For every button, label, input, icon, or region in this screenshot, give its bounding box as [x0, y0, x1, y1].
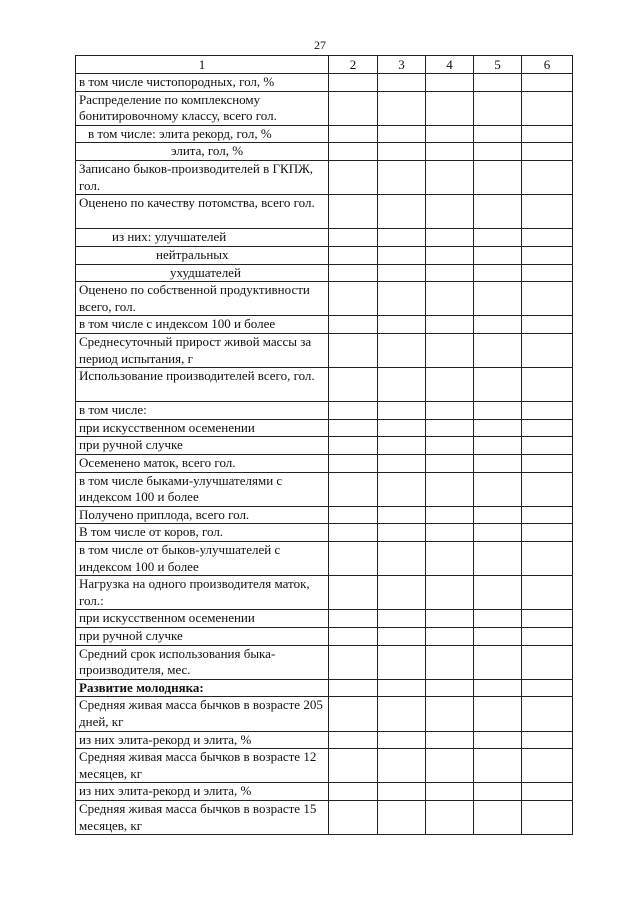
value-cell[interactable]: [426, 472, 474, 506]
row-label: из них элита-рекорд и элита, %: [76, 731, 329, 749]
value-cell[interactable]: [378, 524, 426, 542]
value-cell[interactable]: [474, 74, 522, 92]
value-cell[interactable]: [522, 506, 573, 524]
value-cell[interactable]: [329, 455, 378, 473]
table-row: [76, 455, 573, 473]
value-cell[interactable]: [329, 316, 378, 334]
table-row: [76, 160, 573, 194]
value-cell[interactable]: [522, 800, 573, 834]
table-row: [76, 74, 573, 92]
value-cell[interactable]: [329, 419, 378, 437]
column-header: 3: [378, 56, 426, 74]
value-cell[interactable]: [426, 542, 474, 576]
value-cell[interactable]: [522, 731, 573, 749]
value-cell[interactable]: [378, 749, 426, 783]
row-label: Получено приплода, всего гол.: [76, 506, 329, 524]
value-cell[interactable]: [329, 229, 378, 247]
value-cell[interactable]: [378, 437, 426, 455]
value-cell[interactable]: [474, 472, 522, 506]
value-cell[interactable]: [426, 74, 474, 92]
value-cell[interactable]: [522, 783, 573, 801]
table-row: [76, 610, 573, 628]
value-cell[interactable]: [378, 160, 426, 194]
value-cell[interactable]: [426, 125, 474, 143]
value-cell[interactable]: [426, 368, 474, 402]
row-label: Средняя живая масса бычков в возрасте 15 месяцев, кг: [76, 800, 329, 834]
value-cell[interactable]: [329, 282, 378, 316]
value-cell[interactable]: [426, 731, 474, 749]
row-label: Развитие молодняка:: [76, 679, 329, 697]
value-cell[interactable]: [474, 282, 522, 316]
value-cell[interactable]: [522, 246, 573, 264]
value-cell[interactable]: [522, 610, 573, 628]
value-cell[interactable]: [329, 368, 378, 402]
value-cell[interactable]: [378, 800, 426, 834]
value-cell[interactable]: [522, 74, 573, 92]
value-cell[interactable]: [426, 645, 474, 679]
value-cell[interactable]: [329, 679, 378, 697]
value-cell[interactable]: [378, 368, 426, 402]
table-row: [76, 576, 573, 610]
value-cell[interactable]: [426, 264, 474, 282]
row-label: из них: улучшателей: [76, 229, 329, 247]
value-cell[interactable]: [522, 455, 573, 473]
value-cell[interactable]: [474, 402, 522, 420]
value-cell[interactable]: [474, 455, 522, 473]
row-label: Среднесуточный прирост живой массы за период испытания, г: [76, 333, 329, 367]
row-label: в том числе: элита рекорд, гол, %: [76, 125, 329, 143]
value-cell[interactable]: [522, 195, 573, 229]
value-cell[interactable]: [426, 800, 474, 834]
row-label: в том числе от быков-улучшателей с индексом 100 и более: [76, 542, 329, 576]
value-cell[interactable]: [474, 800, 522, 834]
value-cell[interactable]: [522, 472, 573, 506]
value-cell[interactable]: [329, 542, 378, 576]
value-cell[interactable]: [378, 316, 426, 334]
value-cell[interactable]: [378, 697, 426, 731]
row-label: Средняя живая масса бычков в возрасте 12 месяцев, кг: [76, 749, 329, 783]
value-cell[interactable]: [474, 731, 522, 749]
table-row: [76, 246, 573, 264]
table-row: [76, 472, 573, 506]
value-cell[interactable]: [329, 125, 378, 143]
table-row: [76, 506, 573, 524]
value-cell[interactable]: [426, 402, 474, 420]
value-cell[interactable]: [329, 333, 378, 367]
value-cell[interactable]: [329, 506, 378, 524]
value-cell[interactable]: [329, 246, 378, 264]
value-cell[interactable]: [522, 697, 573, 731]
table-row: [76, 91, 573, 125]
value-cell[interactable]: [522, 143, 573, 161]
row-label: при искусственном осеменении: [76, 419, 329, 437]
value-cell[interactable]: [329, 472, 378, 506]
value-cell[interactable]: [378, 506, 426, 524]
value-cell[interactable]: [378, 472, 426, 506]
value-cell[interactable]: [329, 645, 378, 679]
value-cell[interactable]: [474, 749, 522, 783]
table-row: [76, 697, 573, 731]
value-cell[interactable]: [329, 91, 378, 125]
table-row: [76, 783, 573, 801]
row-label: В том числе от коров, гол.: [76, 524, 329, 542]
table-row: [76, 195, 573, 229]
table-row: [76, 679, 573, 697]
value-cell[interactable]: [474, 229, 522, 247]
value-cell[interactable]: [474, 542, 522, 576]
row-label: при ручной случке: [76, 628, 329, 646]
value-cell[interactable]: [474, 91, 522, 125]
row-label: Оценено по собственной продуктивности всего, гол.: [76, 282, 329, 316]
value-cell[interactable]: [522, 542, 573, 576]
value-cell[interactable]: [329, 783, 378, 801]
value-cell[interactable]: [378, 333, 426, 367]
row-label: Нагрузка на одного производителя маток, гол.:: [76, 576, 329, 610]
value-cell[interactable]: [378, 576, 426, 610]
value-cell[interactable]: [474, 160, 522, 194]
value-cell[interactable]: [522, 645, 573, 679]
row-label: в том числе:: [76, 402, 329, 420]
value-cell[interactable]: [329, 628, 378, 646]
value-cell[interactable]: [426, 679, 474, 697]
value-cell[interactable]: [426, 316, 474, 334]
value-cell[interactable]: [522, 229, 573, 247]
value-cell[interactable]: [522, 679, 573, 697]
row-label: Средний срок использования быка-производителя, мес.: [76, 645, 329, 679]
value-cell[interactable]: [522, 628, 573, 646]
value-cell[interactable]: [522, 91, 573, 125]
column-header: 4: [426, 56, 474, 74]
column-header: 6: [522, 56, 573, 74]
value-cell[interactable]: [522, 368, 573, 402]
table-row: [76, 333, 573, 367]
value-cell[interactable]: [378, 125, 426, 143]
value-cell[interactable]: [329, 697, 378, 731]
table-row: [76, 316, 573, 334]
table-row: [76, 437, 573, 455]
value-cell[interactable]: [378, 455, 426, 473]
table-row: [76, 229, 573, 247]
value-cell[interactable]: [378, 645, 426, 679]
value-cell[interactable]: [522, 333, 573, 367]
value-cell[interactable]: [474, 524, 522, 542]
value-cell[interactable]: [474, 697, 522, 731]
value-cell[interactable]: [378, 628, 426, 646]
value-cell[interactable]: [474, 628, 522, 646]
table-row: [76, 264, 573, 282]
value-cell[interactable]: [378, 282, 426, 316]
value-cell[interactable]: [329, 524, 378, 542]
value-cell[interactable]: [329, 749, 378, 783]
value-cell[interactable]: [378, 229, 426, 247]
row-label: Распределение по комплексному бонитировочному классу, всего гол.: [76, 91, 329, 125]
table-row: [76, 368, 573, 402]
value-cell[interactable]: [474, 246, 522, 264]
value-cell[interactable]: [522, 125, 573, 143]
value-cell[interactable]: [474, 610, 522, 628]
value-cell[interactable]: [329, 195, 378, 229]
value-cell[interactable]: [329, 264, 378, 282]
row-label: нейтральных: [76, 246, 329, 264]
value-cell[interactable]: [522, 419, 573, 437]
row-label: из них элита-рекорд и элита, %: [76, 783, 329, 801]
column-header: 5: [474, 56, 522, 74]
value-cell[interactable]: [329, 800, 378, 834]
value-cell[interactable]: [426, 160, 474, 194]
value-cell[interactable]: [329, 160, 378, 194]
value-cell[interactable]: [474, 125, 522, 143]
header-row: [76, 56, 573, 74]
table-row: [76, 524, 573, 542]
value-cell[interactable]: [522, 282, 573, 316]
value-cell[interactable]: [474, 783, 522, 801]
value-cell[interactable]: [378, 731, 426, 749]
value-cell[interactable]: [426, 749, 474, 783]
value-cell[interactable]: [378, 74, 426, 92]
value-cell[interactable]: [378, 542, 426, 576]
value-cell[interactable]: [378, 91, 426, 125]
value-cell[interactable]: [329, 437, 378, 455]
value-cell[interactable]: [522, 749, 573, 783]
row-label: в том числе чистопородных, гол, %: [76, 74, 329, 92]
livestock-form-table: [75, 55, 573, 835]
table-row: [76, 800, 573, 834]
row-label: элита, гол, %: [76, 143, 329, 161]
value-cell[interactable]: [329, 576, 378, 610]
value-cell[interactable]: [378, 610, 426, 628]
value-cell[interactable]: [329, 143, 378, 161]
value-cell[interactable]: [329, 402, 378, 420]
value-cell[interactable]: [378, 402, 426, 420]
row-label: Оценено по качеству потомства, всего гол.: [76, 195, 329, 229]
value-cell[interactable]: [378, 419, 426, 437]
value-cell[interactable]: [426, 143, 474, 161]
value-cell[interactable]: [426, 576, 474, 610]
row-label: при ручной случке: [76, 437, 329, 455]
value-cell[interactable]: [378, 783, 426, 801]
table-row: [76, 628, 573, 646]
value-cell[interactable]: [474, 333, 522, 367]
value-cell[interactable]: [522, 576, 573, 610]
table-row: [76, 125, 573, 143]
page-number: 27: [314, 38, 326, 52]
table-row: [76, 731, 573, 749]
value-cell[interactable]: [329, 731, 378, 749]
value-cell[interactable]: [378, 143, 426, 161]
value-cell[interactable]: [426, 506, 474, 524]
value-cell[interactable]: [522, 316, 573, 334]
value-cell[interactable]: [426, 91, 474, 125]
table-row: [76, 749, 573, 783]
value-cell[interactable]: [426, 333, 474, 367]
value-cell[interactable]: [474, 195, 522, 229]
table-row: [76, 143, 573, 161]
value-cell[interactable]: [522, 402, 573, 420]
value-cell[interactable]: [426, 229, 474, 247]
row-label: Осеменено маток, всего гол.: [76, 455, 329, 473]
table-row: [76, 282, 573, 316]
value-cell[interactable]: [426, 195, 474, 229]
value-cell[interactable]: [426, 455, 474, 473]
table-row: [76, 419, 573, 437]
value-cell[interactable]: [329, 74, 378, 92]
value-cell[interactable]: [329, 610, 378, 628]
row-label: в том числе с индексом 100 и более: [76, 316, 329, 334]
table-row: [76, 542, 573, 576]
value-cell[interactable]: [474, 645, 522, 679]
column-header: 1: [76, 56, 329, 74]
value-cell[interactable]: [474, 264, 522, 282]
value-cell[interactable]: [474, 437, 522, 455]
value-cell[interactable]: [426, 282, 474, 316]
value-cell[interactable]: [522, 437, 573, 455]
row-label: Записано быков-производителей в ГКПЖ, гол.: [76, 160, 329, 194]
value-cell[interactable]: [474, 576, 522, 610]
value-cell[interactable]: [522, 524, 573, 542]
value-cell[interactable]: [426, 697, 474, 731]
value-cell[interactable]: [474, 143, 522, 161]
row-label: при искусственном осеменении: [76, 610, 329, 628]
value-cell[interactable]: [426, 419, 474, 437]
column-header: 2: [329, 56, 378, 74]
row-label: ухудшателей: [76, 264, 329, 282]
value-cell[interactable]: [474, 368, 522, 402]
value-cell[interactable]: [522, 160, 573, 194]
value-cell[interactable]: [378, 246, 426, 264]
value-cell[interactable]: [474, 419, 522, 437]
row-label: Средняя живая масса бычков в возрасте 205 дней, кг: [76, 697, 329, 731]
row-label: Использование производителей всего, гол.: [76, 368, 329, 402]
value-cell[interactable]: [474, 506, 522, 524]
value-cell[interactable]: [426, 246, 474, 264]
value-cell[interactable]: [426, 524, 474, 542]
value-cell[interactable]: [378, 264, 426, 282]
value-cell[interactable]: [474, 316, 522, 334]
value-cell[interactable]: [426, 437, 474, 455]
table-row: [76, 645, 573, 679]
value-cell[interactable]: [522, 264, 573, 282]
value-cell[interactable]: [474, 679, 522, 697]
value-cell[interactable]: [378, 195, 426, 229]
value-cell[interactable]: [426, 783, 474, 801]
value-cell[interactable]: [378, 679, 426, 697]
value-cell[interactable]: [426, 628, 474, 646]
value-cell[interactable]: [426, 610, 474, 628]
table-row: [76, 402, 573, 420]
row-label: в том числе быками-улучшателями с индексом 100 и более: [76, 472, 329, 506]
